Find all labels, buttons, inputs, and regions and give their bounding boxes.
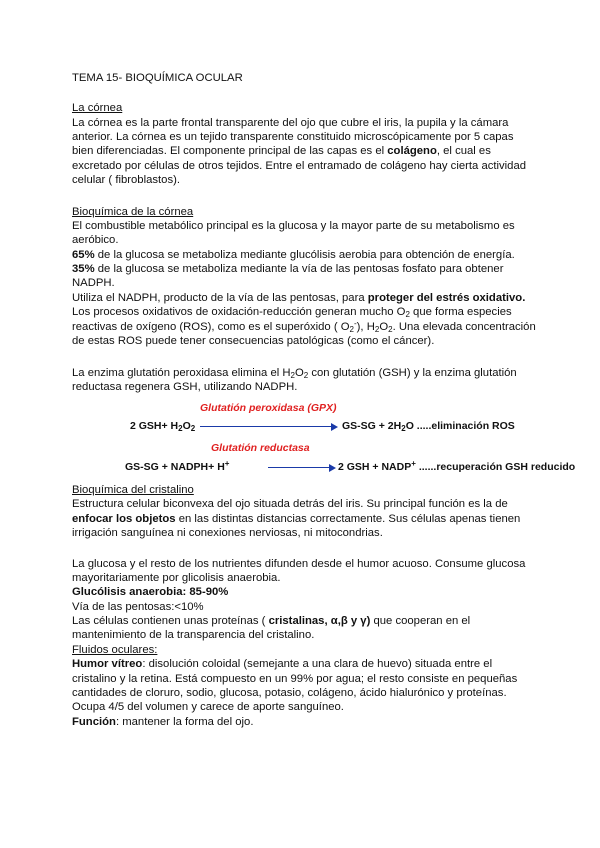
function-bold: Función bbox=[72, 716, 116, 728]
fluidos-heading: Fluidos oculares: bbox=[72, 644, 158, 656]
superscript: + bbox=[411, 459, 416, 468]
oxidative-stress-bold: proteger del estrés oxidativo. bbox=[367, 292, 526, 304]
fluidos-line-4: Ocupa 4/5 del volumen y carece de aporte sanguíneo. bbox=[72, 701, 344, 713]
focus-objects-bold: enfocar los objetos bbox=[72, 513, 176, 525]
bioq-cornea-line-7 bbox=[72, 305, 512, 319]
subscript: 2 bbox=[388, 325, 393, 334]
cristalino-heading: Bioquímica del cristalino bbox=[72, 484, 194, 496]
gpx-enzyme-label: Glutatión peroxidasa (GPX) bbox=[200, 402, 337, 414]
text-run: O bbox=[379, 321, 389, 333]
cornea-line-4: excretado por células de otros tejidos. Entre el entramado de colágeno hay cierta actividad bbox=[72, 160, 527, 172]
reaction-1-reactants bbox=[130, 420, 195, 432]
text-run: O bbox=[294, 367, 304, 379]
text-run: en las distintas distancias correctamente. Sus células apenas tienen bbox=[175, 513, 521, 525]
text-run: Las células contienen unas proteínas ( bbox=[72, 615, 269, 627]
cristalino-line-9: mantenimiento de la transparencia del cristalino. bbox=[72, 629, 315, 641]
cristalino-line-2 bbox=[72, 512, 520, 526]
subscript: 2 bbox=[303, 371, 309, 380]
collagen-bold: colágeno bbox=[387, 145, 437, 157]
gpx-line-1 bbox=[72, 366, 517, 380]
text-run: O bbox=[182, 420, 191, 432]
cristalino-line-1: Estructura celular biconvexa del ojo situada detrás del iris. Su principal función es la de bbox=[72, 498, 508, 510]
text-run: ......recuperación GSH reducido bbox=[415, 461, 576, 473]
cornea-line-1: La córnea es la parte frontal transparente del ojo que cubre el iris, la pupila y la cámara bbox=[72, 117, 509, 129]
percent-65: 65% bbox=[72, 249, 95, 261]
cristalino-line-3: irrigación sanguínea ni conexiones nerviosas, ni mitocondrias. bbox=[72, 527, 383, 539]
fluidos-line-1 bbox=[72, 657, 492, 671]
bioq-cornea-line-1: El combustible metabólico principal es la glucosa y la mayor parte de su metabolismo es bbox=[72, 220, 515, 232]
superscript: + bbox=[224, 459, 230, 468]
text-run: de la glucosa se metaboliza mediante glucólisis aerobia para obtención de energía. bbox=[94, 249, 515, 261]
cristalino-line-8 bbox=[72, 614, 470, 628]
bioq-cornea-line-6 bbox=[72, 291, 525, 305]
text-run: que forma especies bbox=[413, 306, 512, 318]
bioq-cornea-line-2: aeróbico. bbox=[72, 234, 119, 246]
superscript: - bbox=[353, 319, 357, 328]
cornea-line-2: anterior. La córnea es un tejido transparente constituido microscópicamente por 5 capas bbox=[72, 131, 514, 143]
cornea-line-5: celular ( fibroblastos). bbox=[72, 174, 180, 186]
text-run: . Una elevada concentración bbox=[392, 321, 536, 333]
crystallins-bold: cristalinas, α,β y γ) bbox=[268, 615, 371, 627]
fluidos-line-3: cantidades de cloruro, sodio, glucosa, potasio, colágeno, ácido hialurónico y proteínas. bbox=[72, 687, 507, 699]
text-run: 2 GSH + NADP bbox=[338, 461, 412, 473]
cristalino-line-4: La glucosa y el resto de los nutrientes difunden desde el humor acuoso. Consume glucosa bbox=[72, 558, 526, 570]
glycolysis-stat: Glucólisis anaerobia: 85-90% bbox=[72, 586, 229, 598]
reaction-2-products bbox=[338, 461, 575, 473]
subscript: 2 bbox=[405, 310, 410, 319]
bioq-cornea-heading: Bioquímica de la córnea bbox=[72, 206, 194, 218]
subscript: 2 bbox=[374, 325, 380, 334]
text-run: reactivas de oxígeno (ROS), como es el superóxido ( O bbox=[72, 321, 350, 333]
reaction-2-reactants bbox=[125, 461, 229, 473]
text-run: bien diferenciadas. El componente principal de las capas es el bbox=[72, 145, 385, 157]
subscript: 2 bbox=[349, 325, 354, 334]
text-run: , el cual es bbox=[436, 145, 491, 157]
text-run: GS-SG + 2H bbox=[342, 420, 402, 432]
document-title: TEMA 15- BIOQUÍMICA OCULAR bbox=[72, 72, 243, 84]
text-run: O .....eliminación ROS bbox=[405, 420, 515, 432]
text-run: Utiliza el NADPH, producto de la vía de las pentosas, para bbox=[72, 292, 368, 304]
text-run: 2 GSH+ H bbox=[130, 420, 179, 432]
subscript: 2 bbox=[190, 424, 196, 433]
bioq-cornea-line-9: de estas ROS puede tener consecuencias patológicas (como el cáncer). bbox=[72, 335, 435, 347]
subscript: 2 bbox=[290, 371, 295, 380]
cornea-line-3 bbox=[72, 144, 491, 158]
cristalino-line-5: mayoritariamente por glicolisis anaerobia. bbox=[72, 572, 281, 584]
text-run: Los procesos oxidativos de oxidación-reducción generan mucho O bbox=[72, 306, 406, 318]
reaction-2-arrow bbox=[268, 467, 334, 468]
text-run: : mantener la forma del ojo. bbox=[115, 716, 254, 728]
bioq-cornea-line-4 bbox=[72, 262, 503, 276]
reaction-1-arrow bbox=[200, 426, 336, 427]
percent-35: 35% bbox=[72, 263, 95, 275]
text-run: La enzima glutatión peroxidasa elimina el H bbox=[72, 367, 291, 379]
pentose-stat: Vía de las pentosas:<10% bbox=[72, 601, 204, 613]
gr-enzyme-label: Glutatión reductasa bbox=[211, 442, 310, 454]
gpx-line-2: reductasa regenera GSH, utilizando NADPH. bbox=[72, 381, 298, 393]
reaction-1-products bbox=[342, 420, 515, 432]
text-run: GS-SG + NADPH+ H bbox=[125, 461, 225, 473]
cornea-heading: La córnea bbox=[72, 102, 123, 114]
text-run: ), H bbox=[356, 321, 375, 333]
fluidos-line-2: cristalino y la retina. Está compuesto en un 99% por agua; el resto consiste en pequeñas bbox=[72, 673, 518, 685]
bioq-cornea-line-5: NADPH. bbox=[72, 277, 115, 289]
text-run: con glutatión (GSH) y la enzima glutatión bbox=[308, 367, 517, 379]
subscript: 2 bbox=[178, 424, 183, 433]
text-run: : disolución coloidal (semejante a una clara de huevo) situada entre el bbox=[142, 658, 493, 670]
bioq-cornea-line-3 bbox=[72, 248, 515, 262]
fluidos-line-5 bbox=[72, 715, 253, 729]
bioq-cornea-line-8 bbox=[72, 320, 536, 334]
text-run: de la glucosa se metaboliza mediante la vía de las pentosas fosfato para obtener bbox=[94, 263, 504, 275]
subscript: 2 bbox=[401, 424, 406, 433]
vitreous-humor-bold: Humor vítreo bbox=[72, 658, 143, 670]
text-run: que cooperan en el bbox=[370, 615, 471, 627]
